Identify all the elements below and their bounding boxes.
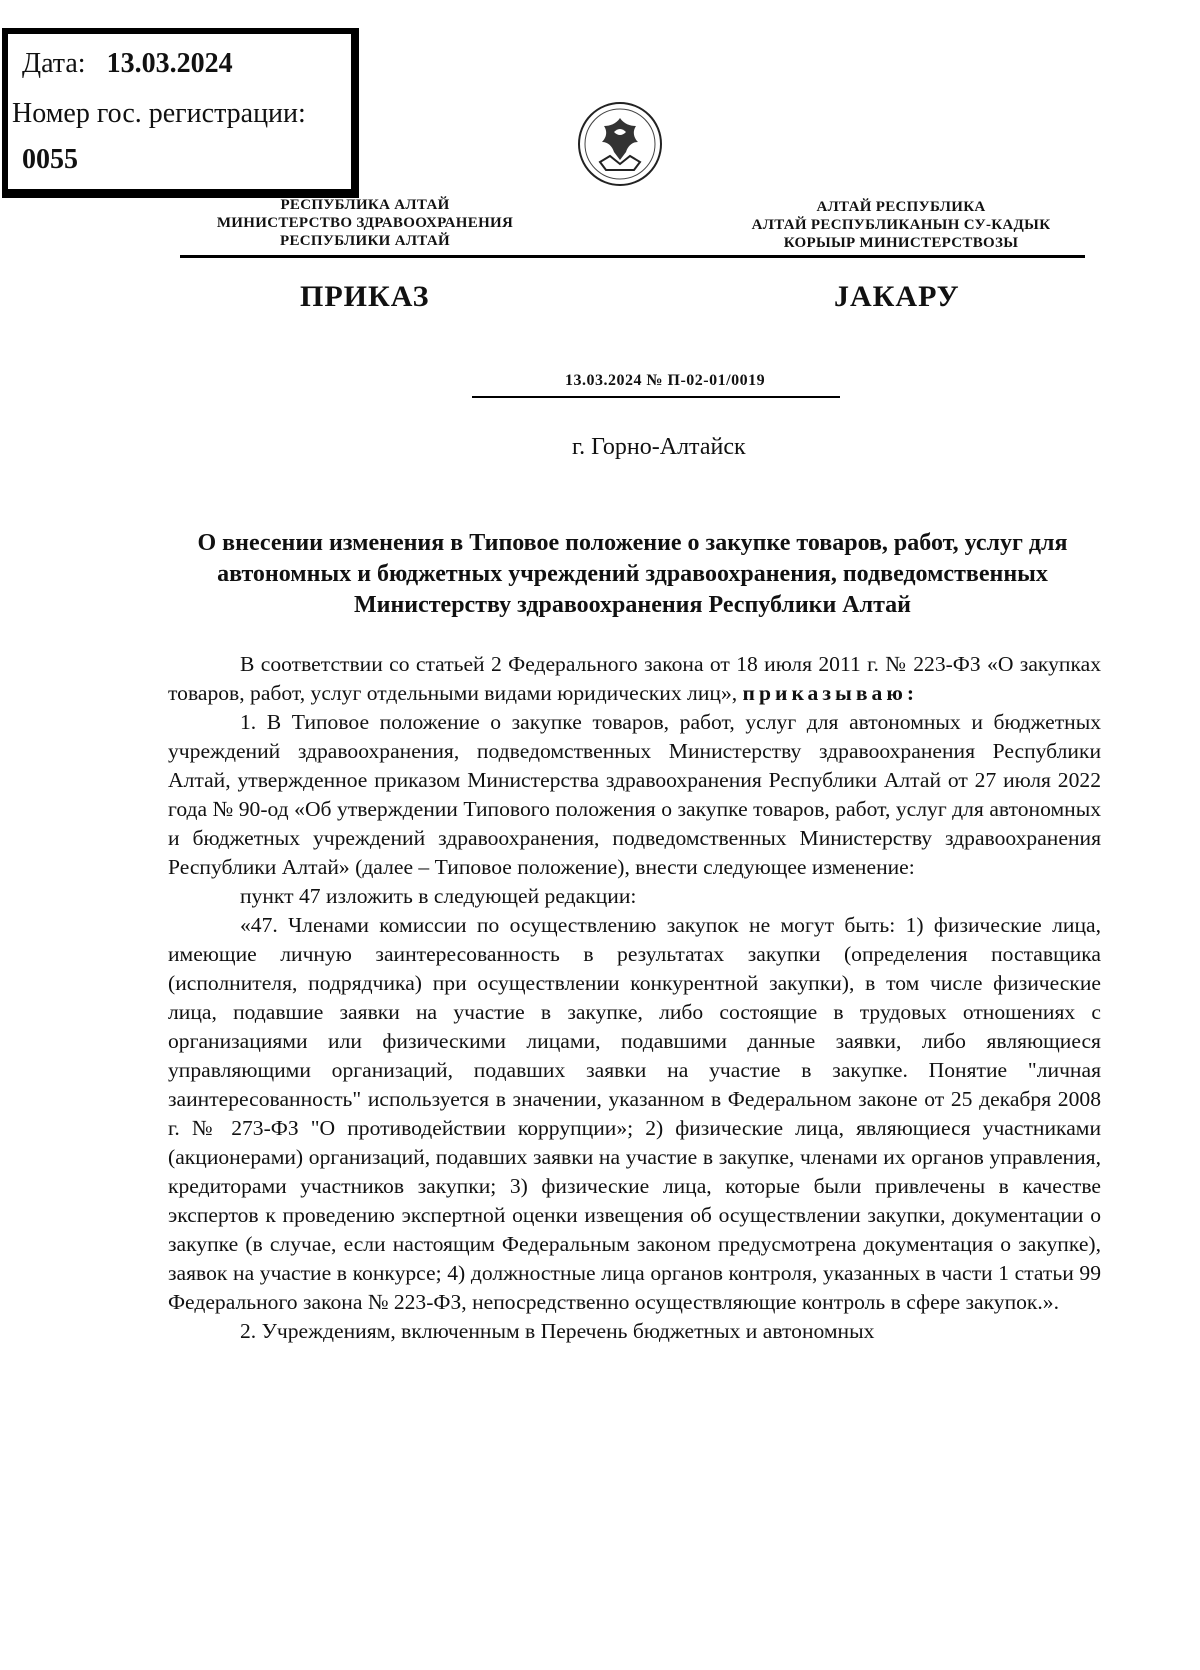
- ministry-header-line: РЕСПУБЛИКИ АЛТАЙ: [280, 233, 450, 249]
- ministry-header-altai: [716, 198, 1086, 252]
- preamble-text: В соответствии со статьей 2 Федерального закона от 18 июля 2011 г. № 223-ФЗ «О закупках товаров, работ, услуг отдельными видами юридических лиц»,: [168, 652, 1101, 705]
- preamble-paragraph: [168, 650, 1101, 708]
- registration-number-label: Номер гос. регистрации:: [12, 98, 306, 129]
- document-type-altai: JАКАРУ: [834, 280, 960, 313]
- document-type-russian: ПРИКАЗ: [300, 280, 430, 313]
- registration-stamp-box: [2, 28, 359, 198]
- ministry-header-line: РЕСПУБЛИКА АЛТАЙ: [280, 197, 450, 213]
- item-2-paragraph: 2. Учреждениям, включенным в Перечень бюджетных и автономных: [240, 1319, 875, 1343]
- document-city: г. Горно-Алтайск: [572, 434, 746, 460]
- header-divider: [180, 255, 1085, 258]
- ministry-header-line: МИНИСТЕРСТВО ЗДРАВООХРАНЕНИЯ: [216, 215, 514, 231]
- ministry-header-line: КОРЫЫР МИНИСТЕРСТВОЗЫ: [783, 235, 1019, 251]
- ministry-header-line: АЛТАЙ РЕСПУБЛИКА: [816, 199, 986, 215]
- registration-date-label: Дата:: [22, 48, 86, 79]
- document-body: [168, 650, 1101, 1346]
- document-title: О внесении изменения в Типовое положение о закупке товаров, работ, услуг для автономных и бюджетных учреждений здравоохранения, подведомственных Министерству здравоохранения Республики Алтай: [197, 530, 1068, 618]
- document-number: 13.03.2024 № П-02-01/0019: [564, 372, 766, 389]
- ministry-header-line: АЛТАЙ РЕСПУБЛИКАНЫН СУ-КАДЫК: [751, 217, 1051, 233]
- item-1-paragraph: 1. В Типовое положение о закупке товаров, работ, услуг для автономных и бюджетных учреждений здравоохранения, подведомственных Министерству здравоохранения Республики Алтай, утвержденное приказом Министерства здравоохранения Республики Алтай от 27 июля 2022 года № 90-од «Об утверждении Типового положения о закупке товаров, работ, услуг для автономных и бюджетных учреждений здравоохранения, подведомственных Министерству здравоохранения Республики Алтай» (далее – Типовое положение), внести следующее изменение:: [168, 710, 1101, 879]
- registration-date-value: 13.03.2024: [106, 48, 233, 79]
- registration-number-value: 0055: [22, 144, 78, 175]
- item-1-quote-paragraph: «47. Членами комиссии по осуществлению закупок не могут быть: 1) физические лица, имеющие личную заинтересованность в результатах закупки (определения поставщика (исполнителя, подрядчика) при осуществлении конкурентной закупки), в том числе физические лица, подавшие заявки на участие в закупке, либо состоящие в трудовых отношениях с организациями или физическими лицами, подавшими данные заявки, либо являющиеся управляющими организаций, подавших заявки на участие в закупке. Понятие "личная заинтересованность" используется в значении, указанном в Федеральном законе от 25 декабря 2008 г. № 273-ФЗ "О противодействии коррупции»; 2) физические лица, являющиеся участниками (акционерами) организаций, подавших заявки на участие в закупке, членами их органов управления, кредиторами участников закупки; 3) физические лица, которые были привлечены в качестве экспертов к проведению экспертной оценки извещения об осуществлении закупки, документации о закупке (в случае, если настоящим Федеральным законом предусмотрена документация о закупке), заявок на участие в конкурсе; 4) должностные лица органов контроля, указанных в части 1 статьи 99 Федерального закона № 223-ФЗ, непосредственно осуществляющие контроль в сфере закупок.».: [168, 913, 1101, 1314]
- order-word: приказываю:: [742, 681, 919, 705]
- document-number-underline: [472, 396, 840, 398]
- item-1-subparagraph: пункт 47 изложить в следующей редакции:: [240, 884, 637, 908]
- ministry-header-russian: [180, 196, 550, 250]
- coat-of-arms-emblem: [576, 100, 664, 188]
- registration-date-line: [22, 48, 233, 80]
